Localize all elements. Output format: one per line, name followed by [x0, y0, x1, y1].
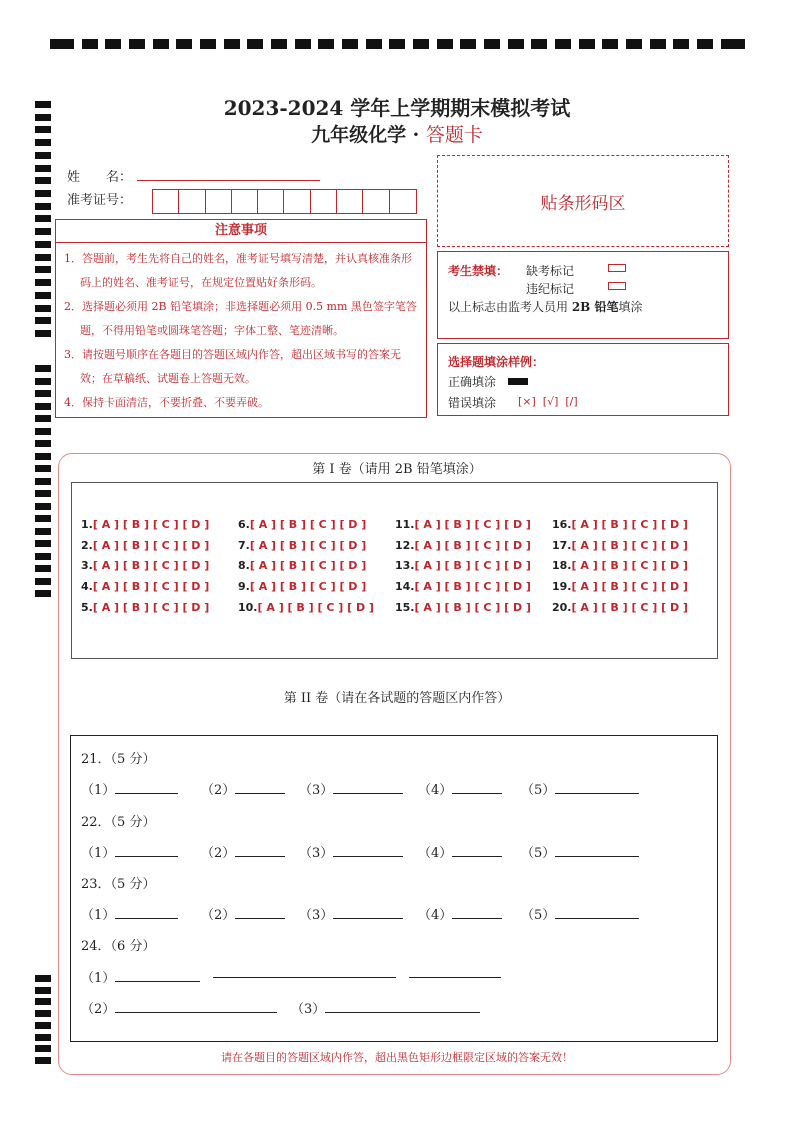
- mc-row[interactable]: 12.[ A ] [ B ] [ C ] [ D ]: [395, 538, 531, 552]
- answer-blank[interactable]: （2）: [201, 842, 285, 861]
- question-label: 21．（5 分）: [81, 752, 156, 767]
- subtitle-main: 九年级化学 ·: [311, 124, 426, 146]
- barcode-label: 贴条形码区: [540, 193, 626, 214]
- answer-blank[interactable]: [409, 967, 501, 982]
- id-label: 准考证号：: [67, 193, 133, 208]
- mc-column: [238, 515, 374, 619]
- mc-row[interactable]: 9.[ A ] [ B ] [ C ] [ D ]: [238, 580, 367, 594]
- mc-column: [395, 515, 531, 619]
- answer-blank[interactable]: （1）: [81, 904, 178, 923]
- exam-subtitle: [0, 120, 794, 147]
- violation-mark-box[interactable]: [608, 282, 626, 290]
- wrong-fill-label: 错误填涂: [448, 396, 497, 410]
- answer-blank[interactable]: （3）: [291, 998, 480, 1017]
- footer-warning: 请在各题目的答题区域内作答，超出黑色矩形边框限定区域的答案无效！: [221, 1051, 573, 1064]
- mc-row[interactable]: 14.[ A ] [ B ] [ C ] [ D ]: [395, 580, 531, 594]
- notice-title: 注意事项: [55, 219, 427, 243]
- mc-column: [552, 515, 688, 619]
- left-timing-marks-middle: [35, 365, 51, 597]
- exam-title: 2023-2024 学年上学期期末模拟考试: [223, 96, 571, 120]
- mc-row[interactable]: 2.[ A ] [ B ] [ C ] [ D ]: [81, 538, 210, 552]
- notice-item: 1．答题前，考生先将自己的姓名，准考证号填写清楚，并认真核准条形码上的姓名、准考证号，在规定位置贴好条形码。: [64, 252, 412, 289]
- answer-blank[interactable]: （5）: [521, 904, 639, 923]
- notice-list: [55, 243, 427, 418]
- mc-row[interactable]: 15.[ A ] [ B ] [ C ] [ D ]: [395, 600, 531, 614]
- correct-fill-sample: [508, 378, 528, 385]
- written-answer-box: [70, 735, 718, 1042]
- answer-blank[interactable]: [213, 967, 396, 982]
- mc-row[interactable]: 10.[ A ] [ B ] [ C ] [ D ]: [238, 600, 374, 614]
- mc-row[interactable]: 13.[ A ] [ B ] [ C ] [ D ]: [395, 559, 531, 573]
- mc-column: [81, 515, 209, 619]
- exam-id-boxes[interactable]: [152, 189, 417, 214]
- name-label: 姓 名：: [67, 170, 133, 185]
- mc-row[interactable]: 17.[ A ] [ B ] [ C ] [ D ]: [552, 538, 688, 552]
- notice-item: 3．请按题号顺序在各题目的答题区域内作答，超出区域书写的答案无效；在草稿纸、试题卷上答题无效。: [64, 348, 401, 385]
- mc-row[interactable]: 18.[ A ] [ B ] [ C ] [ D ]: [552, 559, 688, 573]
- mc-row[interactable]: 4.[ A ] [ B ] [ C ] [ D ]: [81, 580, 210, 594]
- mc-row[interactable]: 5.[ A ] [ B ] [ C ] [ D ]: [81, 600, 210, 614]
- answer-blank[interactable]: （5）: [521, 842, 639, 861]
- answer-blank[interactable]: （3）: [299, 842, 403, 861]
- mc-row[interactable]: 1.[ A ] [ B ] [ C ] [ D ]: [81, 518, 210, 531]
- top-timing-marks: [50, 39, 745, 50]
- forbidden-label: 考生禁填：: [448, 264, 509, 278]
- absent-mark-box[interactable]: [608, 264, 626, 272]
- notice-item: 2．选择题必须用 2B 铅笔填涂；非选择题必须用 0.5 mm 黑色签字笔答题，不得用铅笔或圆珠笔答题；字体工整、笔迹清晰。: [64, 300, 417, 337]
- answer-blank[interactable]: （3）: [299, 779, 403, 798]
- answer-blank[interactable]: （5）: [521, 779, 639, 798]
- question-label: 23．（5 分）: [81, 877, 156, 892]
- barcode-area: [437, 155, 729, 247]
- section1-title: 第 I 卷（请用 2B 铅笔填涂）: [312, 462, 482, 477]
- violation-mark-label: 违纪标记: [526, 282, 575, 296]
- section2-title: 第 II 卷（请在各试题的答题区内作答）: [283, 691, 511, 706]
- mc-row[interactable]: 3.[ A ] [ B ] [ C ] [ D ]: [81, 559, 210, 573]
- mc-row[interactable]: 20.[ A ] [ B ] [ C ] [ D ]: [552, 600, 688, 614]
- fill-sample-box: [437, 343, 729, 416]
- answer-blank[interactable]: （2）: [201, 779, 285, 798]
- sample-title: 选择题填涂样例：: [448, 355, 545, 369]
- answer-blank[interactable]: （1）: [81, 967, 200, 986]
- answer-blank[interactable]: （4）: [418, 779, 502, 798]
- answer-blank[interactable]: （3）: [299, 904, 403, 923]
- mc-row[interactable]: 11.[ A ] [ B ] [ C ] [ D ]: [395, 518, 531, 531]
- notice-item: 4．保持卡面清洁，不要折叠、不要弄破。: [64, 396, 269, 409]
- answer-blank[interactable]: （1）: [81, 842, 178, 861]
- forbidden-note: 以上标志由监考人员用 2B 铅笔填涂: [448, 300, 643, 314]
- answer-blank[interactable]: （2）: [81, 998, 277, 1017]
- answer-blank[interactable]: （4）: [418, 842, 502, 861]
- multiple-choice-box: [71, 482, 718, 659]
- question-label: 22．（5 分）: [81, 815, 156, 830]
- mc-row[interactable]: 8.[ A ] [ B ] [ C ] [ D ]: [238, 559, 367, 573]
- subtitle-accent: 答题卡: [425, 124, 483, 146]
- name-field[interactable]: [137, 180, 320, 181]
- mc-row[interactable]: 7.[ A ] [ B ] [ C ] [ D ]: [238, 538, 367, 552]
- answer-blank[interactable]: （4）: [418, 904, 502, 923]
- mc-row[interactable]: 16.[ A ] [ B ] [ C ] [ D ]: [552, 518, 688, 531]
- mc-row[interactable]: 19.[ A ] [ B ] [ C ] [ D ]: [552, 580, 688, 594]
- wrong-fill-samples: [×] [√] [/]: [518, 395, 578, 408]
- mc-row[interactable]: 6.[ A ] [ B ] [ C ] [ D ]: [238, 518, 367, 531]
- question-label: 24．（6 分）: [81, 939, 156, 954]
- examiner-only-box: [437, 251, 729, 339]
- correct-fill-label: 正确填涂: [448, 375, 497, 389]
- absent-mark-label: 缺考标记: [526, 264, 575, 278]
- answer-blank[interactable]: （1）: [81, 779, 178, 798]
- answer-blank[interactable]: （2）: [201, 904, 285, 923]
